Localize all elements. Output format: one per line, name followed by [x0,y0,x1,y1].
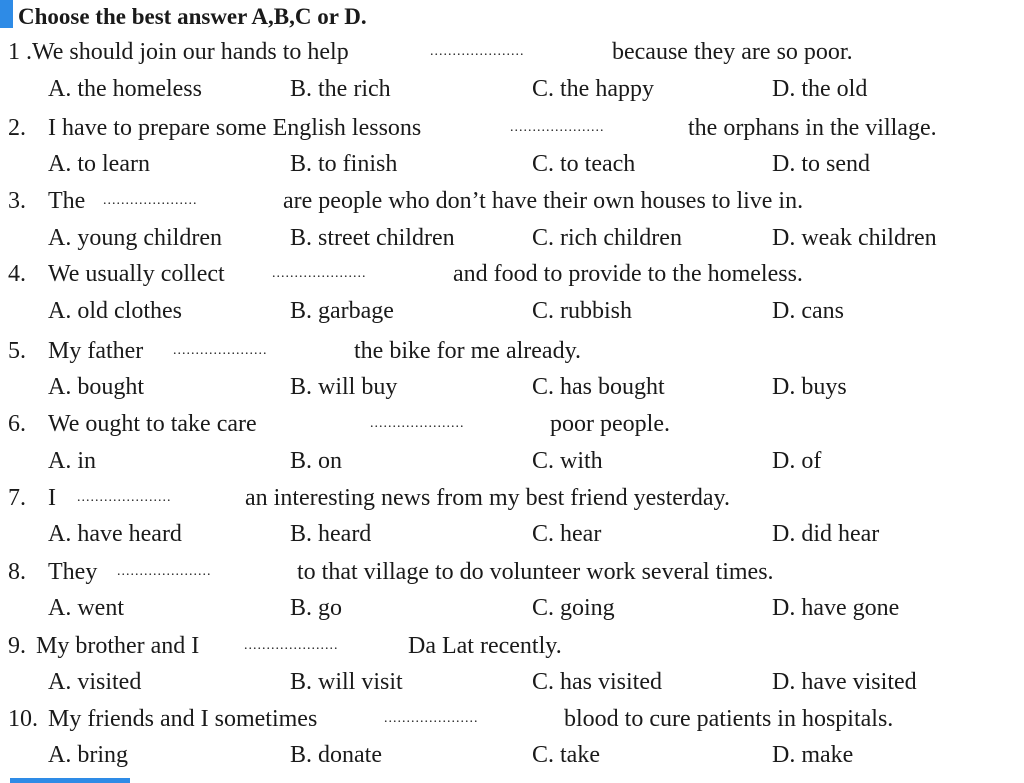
option-c: C. has visited [532,669,662,695]
question-text-after: to that village to do volunteer work several times. [297,559,774,585]
question-text-before: The [48,188,86,214]
question-text-after: the bike for me already. [354,338,582,364]
option-d: D. have visited [772,669,917,695]
answer-options [0,293,1024,329]
answer-options [0,71,1024,107]
answer-blank: ..................... [510,120,605,135]
option-b: B. on [290,448,343,474]
answer-blank: ..................... [103,193,198,208]
question-text-after: the orphans in the village. [688,115,937,141]
option-c: C. rich children [532,225,682,251]
question-text-after: are people who don’t have their own houses to live in. [283,188,804,214]
question-7 [0,480,1024,516]
answer-options [0,590,1024,626]
option-c: C. take [532,742,600,768]
option-d: D. of [772,448,822,474]
option-b: B. donate [290,742,382,768]
question-10 [0,701,1024,737]
answer-blank: ..................... [430,44,525,59]
option-b: B. to finish [290,151,398,177]
question-number: 4. [8,261,26,287]
answer-options [0,443,1024,479]
option-d: D. cans [772,298,844,324]
answer-options [0,737,1024,773]
option-c: C. with [532,448,603,474]
question-text-after: blood to cure patients in hospitals. [564,706,894,732]
option-c: C. the happy [532,76,654,102]
question-4 [0,256,1024,292]
question-number: 5. [8,338,26,364]
instructions-heading: Choose the best answer A,B,C or D. [18,4,367,29]
option-d: D. make [772,742,854,768]
answer-options [0,664,1024,700]
question-text-before: My brother and I [36,633,200,659]
option-a: A. bring [48,742,128,768]
question-number: 9. [8,633,26,659]
question-8 [0,554,1024,590]
answer-options [0,516,1024,552]
option-b: B. garbage [290,298,394,324]
question-text-after: Da Lat recently. [408,633,562,659]
option-c: C. hear [532,521,602,547]
question-text-before: We ought to take care [48,411,257,437]
option-b: B. go [290,595,343,621]
answer-options [0,369,1024,405]
answer-blank: ..................... [173,343,268,358]
answer-blank: ..................... [77,490,172,505]
option-a: A. went [48,595,124,621]
answer-blank: ..................... [384,711,479,726]
option-a: A. the homeless [48,76,202,102]
answer-blank: ..................... [244,638,339,653]
question-text-after: and food to provide to the homeless. [453,261,803,287]
question-text-before: We usually collect [48,261,225,287]
question-text-before: We should join our hands to help [32,39,349,65]
option-d: D. have gone [772,595,900,621]
option-b: B. street children [290,225,455,251]
question-text-before: They [48,559,98,585]
question-text-before: I have to prepare some English lessons [48,115,422,141]
option-a: A. bought [48,374,144,400]
option-d: D. buys [772,374,847,400]
option-a: A. in [48,448,96,474]
answer-blank: ..................... [272,266,367,281]
question-9 [0,628,1024,664]
question-text-after: an interesting news from my best friend yesterday. [245,485,730,511]
question-number: 3. [8,188,26,214]
option-c: C. rubbish [532,298,633,324]
bottom-accent-bar [10,778,130,783]
question-5 [0,333,1024,369]
question-text-before: My friends and I sometimes [48,706,318,732]
option-b: B. will buy [290,374,398,400]
question-number: 8. [8,559,26,585]
answer-options [0,220,1024,256]
question-1 [0,34,1024,70]
option-b: B. the rich [290,76,391,102]
answer-options [0,146,1024,182]
question-6 [0,406,1024,442]
question-text-before: My father [48,338,144,364]
question-text-after: because they are so poor. [612,39,853,65]
option-c: C. has bought [532,374,665,400]
answer-blank: ..................... [117,564,212,579]
option-a: A. old clothes [48,298,182,324]
option-c: C. to teach [532,151,636,177]
accent-bar [0,0,13,28]
option-b: B. heard [290,521,372,547]
question-number: 10. [8,706,38,732]
question-2 [0,110,1024,146]
question-number: 6. [8,411,26,437]
answer-blank: ..................... [370,416,465,431]
question-number: 7. [8,485,26,511]
option-a: A. have heard [48,521,182,547]
option-d: D. to send [772,151,870,177]
option-a: A. visited [48,669,142,695]
option-a: A. to learn [48,151,150,177]
question-text-before: I [48,485,56,511]
question-number: 2. [8,115,26,141]
question-text-after: poor people. [550,411,670,437]
question-number: 1 . [8,39,32,65]
question-3 [0,183,1024,219]
option-c: C. going [532,595,615,621]
option-d: D. did hear [772,521,880,547]
option-d: D. the old [772,76,868,102]
option-a: A. young children [48,225,222,251]
option-d: D. weak children [772,225,937,251]
option-b: B. will visit [290,669,403,695]
